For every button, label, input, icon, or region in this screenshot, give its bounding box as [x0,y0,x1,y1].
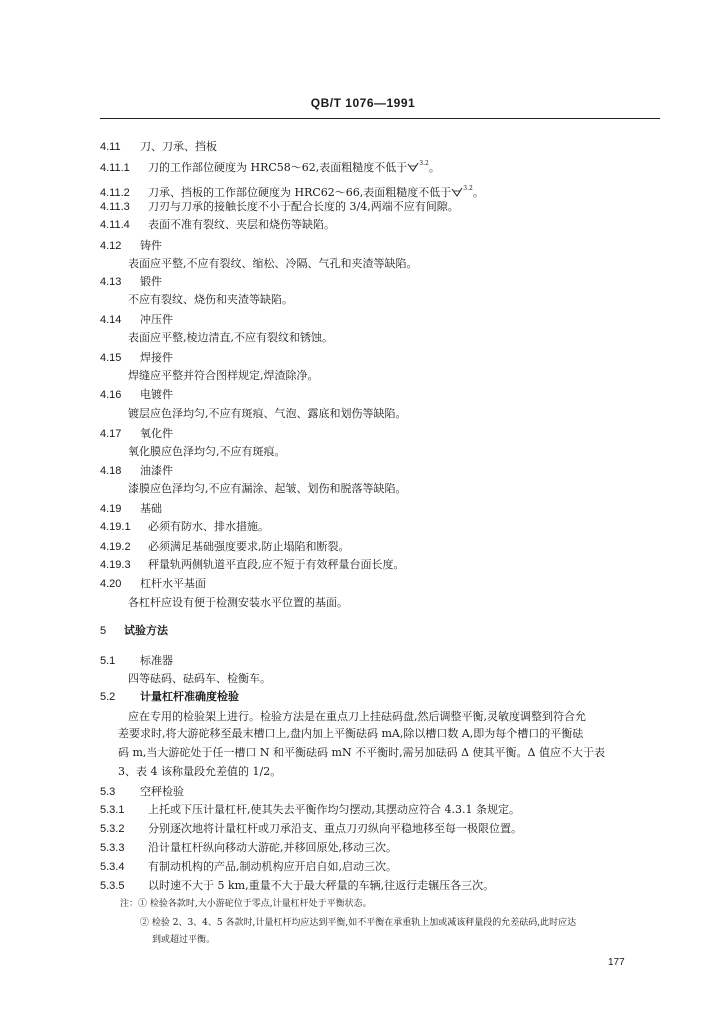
clause-number: 4.13 [100,276,122,288]
clause-text: 镀层应色泽均匀,不应有斑痕、气泡、露底和划伤等缺陷。 [128,407,407,420]
roughness-value: 3.2 [463,185,473,192]
clause-text: 锻件 [140,275,162,288]
clause-text: 沿计量杠杆纵向移动大游砣,并移回原处,移动三次。 [148,841,397,854]
clause-text: 油漆件 [140,464,173,477]
clause-text: 试验方法 [124,624,168,637]
clause-text: 必须有防水、排水措施。 [148,520,269,533]
clause-line [100,879,494,893]
clause-text: 基础 [140,502,162,515]
clause-number: 4.11 [100,141,121,153]
clause-line [128,331,333,345]
clause-number: 5.3.1 [100,804,125,816]
clause-line [118,765,281,779]
clause-text: 杠杆水平基面 [140,577,206,590]
footnote-line: 注：① 检验各款时,大小游砣位于零点,计量杠杆处于平衡状态。 [120,899,372,909]
clause-line [100,464,173,478]
clause-line [100,540,350,554]
clause-number: 4.19 [100,503,122,515]
header-rule [100,118,660,119]
clause-text: 分别逐次地将计量杠杆或刀承沿支、重点刀刃纵向平稳地移至每一极限位置。 [148,822,522,835]
clause-line [100,822,522,836]
clause-line [100,785,184,799]
clause-text: 3、表 4 该称量段允差值的 1/2。 [118,765,282,778]
clause-text: 刀、刀承、挡板 [140,140,217,153]
clause-line [100,690,239,704]
clause-line [100,239,162,253]
clause-text: 冲压件 [140,313,173,326]
clause-number: 4.17 [100,428,122,440]
clause-line [100,803,520,817]
clause-number: 4.20 [100,578,122,590]
clause-text: 氧化膜应色泽均匀,不应有斑痕。 [128,445,286,458]
clause-number: 5.2 [100,691,116,703]
clause-line [100,520,269,534]
clause-line [100,841,397,855]
clause-line [118,746,605,760]
roughness-value: 3.2 [419,160,429,167]
clause-number: 4.11.4 [100,219,130,231]
clause-line [128,293,293,307]
clause-line [128,369,319,383]
clause-text: 刀承、挡板的工作部位硬度为 HRC62～66,表面粗糙度不低于 [148,186,452,199]
clause-text: 焊接件 [140,351,173,364]
clause-line [128,596,348,610]
clause-text: 标准器 [140,654,173,667]
clause-line [118,727,583,741]
clause-text: 刀刃与刀承的接触长度不小于配合长度的 3/4,两端不应有间隙。 [148,200,459,213]
clause-line: 4.11.2 刀承、挡板的工作部位硬度为 HRC62～66,表面粗糙度不低于 $^{3.2}$。 [100,185,484,199]
clause-text: 表面应平整,棱边清直,不应有裂纹和锈蚀。 [128,331,333,344]
clause-number: 5.1 [100,655,116,667]
clause-line [100,275,162,289]
clause-number: 4.14 [100,314,122,326]
clause-text: 以时速不大于 5 km,重量不大于最大秤量的车辆,往返行走辗压各三次。 [148,879,495,892]
clause-text: 刀的工作部位硬度为 HRC58～62,表面粗糙度不低于 [148,161,408,174]
clause-text: 必须满足基础强度要求,防止塌陷和断裂。 [148,540,350,553]
clause-number: 4.18 [100,465,122,477]
roughness-symbol-icon [451,187,463,197]
standard-code-header: QB/T 1076—1991 [310,96,416,110]
clause-line [100,388,173,402]
clause-number: 4.11.1 [100,162,130,174]
clause-line [128,257,418,271]
clause-text: 秤量轨两侧轨道平直段,应不短于有效秤量台面长度。 [148,558,405,571]
clause-line: 4.11.1 刀的工作部位硬度为 HRC58～62,表面粗糙度不低于 $^{3.2}$。 [100,160,440,174]
clause-number: 5.3.4 [100,861,125,873]
clause-number: 4.19.2 [100,541,131,553]
clause-number: 5.3 [100,786,116,798]
clause-text: 氧化件 [140,427,173,440]
clause-line [100,624,168,638]
clause-text: 计量杠杆准确度检验 [140,690,239,703]
clause-text: 空秤检验 [140,785,184,798]
clause-line [100,427,173,441]
clause-line [100,502,162,516]
roughness-symbol-icon [407,162,419,172]
clause-number: 4.11.3 [100,201,130,213]
clause-text: 焊缝应平整并符合图样规定,焊渣除净。 [128,369,319,382]
clause-line [128,445,286,459]
footnote-line: ② 检验 2、3、4、5 各款时,计量杠杆均应达到平衡,如不平衡在承重轨上加或减该秤量段的允差砝码,此时应达 [140,918,577,928]
clause-line [100,654,173,668]
clause-line [128,672,271,686]
clause-number: 5 [100,625,107,637]
clause-line [100,558,405,572]
clause-number: 5.3.2 [100,823,125,835]
clause-line [128,710,586,724]
clause-line [100,577,206,591]
clause-text: 四等砝码、砝码车、检衡车。 [128,672,271,685]
clause-number: 4.11.2 [100,187,130,199]
clause-number: 5.3.3 [100,842,125,854]
clause-line [128,407,407,421]
clause-line [128,482,407,496]
clause-text: 差要求时,将大游砣移至最末槽口上,盘内加上平衡砝码 mA,除以槽口数 A,即为每个槽口的平衡砝 [118,727,584,740]
clause-number: 5.3.5 [100,880,125,892]
clause-line [100,313,173,327]
clause-text: 表面应平整,不应有裂纹、缩松、冷隔、气孔和夹渣等缺陷。 [128,257,418,270]
clause-text: 表面不准有裂纹、夹层和烧伤等缺陷。 [148,218,335,231]
clause-text: 不应有裂纹、烧伤和夹渣等缺陷。 [128,293,293,306]
clause-number: 4.15 [100,352,122,364]
clause-line [100,218,335,232]
clause-number: 4.16 [100,389,122,401]
clause-line [100,351,173,365]
clause-line [100,860,397,874]
page-number: 177 [608,957,625,968]
clause-text: 码 m,当大游砣处于任一槽口 N 和平衡砝码 mN 不平衡时,需另加砝码 Δ 使其平衡。Δ 值应不大于表 [118,746,605,759]
clause-number: 4.19.3 [100,559,131,571]
footnote-line: 到或超过平衡。 [152,935,216,945]
clause-line [100,200,459,214]
clause-text: 有制动机构的产品,制动机构应开启自如,启动三次。 [148,860,397,873]
clause-text: 电镀件 [140,388,173,401]
clause-line [100,140,217,154]
clause-number: 4.12 [100,240,122,252]
clause-text: 铸件 [140,239,162,252]
clause-text: 漆膜应色泽均匀,不应有漏涂、起皱、划伤和脱落等缺陷。 [128,482,407,495]
clause-text: 应在专用的检验架上进行。检验方法是在重点刀上挂砝码盘,然后调整平衡,灵敏度调整到符合允 [128,710,586,723]
clause-number: 4.19.1 [100,521,131,533]
clause-text: 各杠杆应设有便于检测安装水平位置的基面。 [128,596,348,609]
clause-text: 上托或下压计量杠杆,使其失去平衡作均匀摆动,其摆动应符合 4.3.1 条规定。 [148,803,520,816]
